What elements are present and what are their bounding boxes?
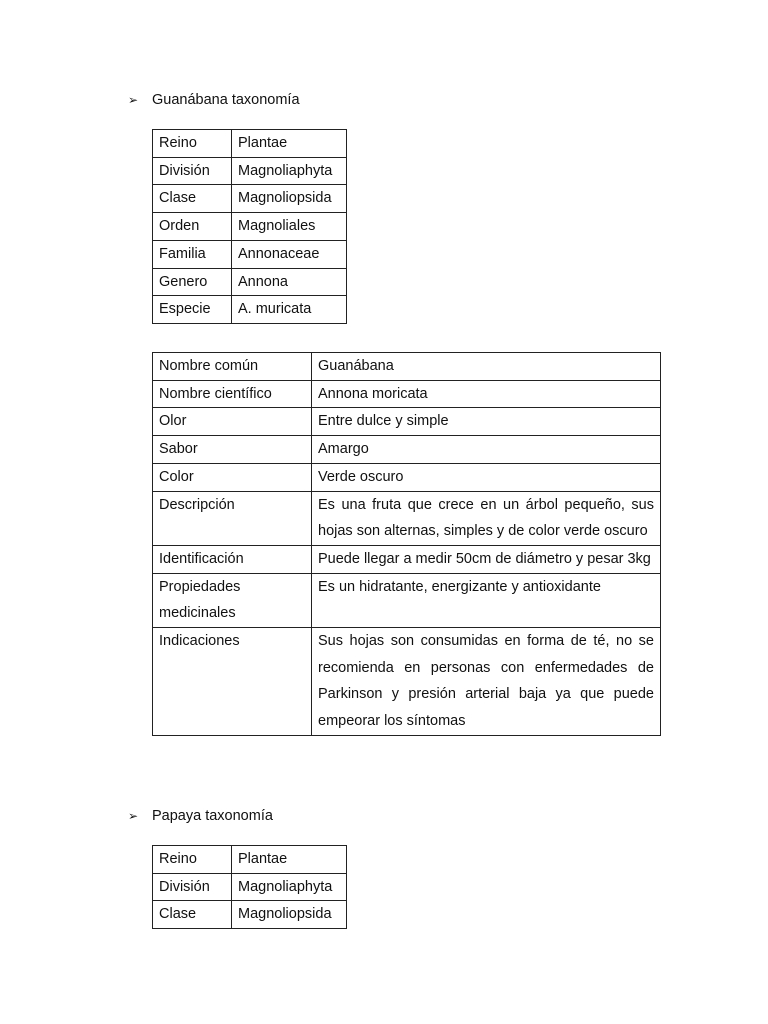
- taxonomy-rank: Genero: [153, 268, 232, 296]
- property-label: Propiedades medicinales: [153, 573, 312, 627]
- taxonomy-value: Annona: [232, 268, 347, 296]
- taxonomy-rank: División: [153, 873, 232, 901]
- property-label: Identificación: [153, 545, 312, 573]
- table-row: [153, 901, 347, 929]
- taxonomy-value: Annonaceae: [232, 240, 347, 268]
- table-row: [153, 296, 347, 324]
- property-value: Puede llegar a medir 50cm de diámetro y pesar 3kg: [312, 545, 661, 573]
- taxonomy-rank: Reino: [153, 130, 232, 158]
- papaya-taxonomy-table: [152, 845, 347, 929]
- table-row: [153, 130, 347, 158]
- table-row: [153, 268, 347, 296]
- table-row: [153, 157, 347, 185]
- taxonomy-rank: Orden: [153, 213, 232, 241]
- arrow-bullet-icon: ➢: [128, 809, 139, 823]
- guanabana-info-table: [152, 352, 661, 736]
- property-label: Descripción: [153, 491, 312, 545]
- taxonomy-rank: Reino: [153, 846, 232, 874]
- property-label: Color: [153, 463, 312, 491]
- table-row: [153, 436, 661, 464]
- property-value: Entre dulce y simple: [312, 408, 661, 436]
- property-label: Nombre científico: [153, 380, 312, 408]
- table-row: [153, 573, 661, 627]
- property-label: Indicaciones: [153, 628, 312, 736]
- table-row: [153, 380, 661, 408]
- property-value: Verde oscuro: [312, 463, 661, 491]
- table-row: [153, 353, 661, 381]
- table-row: [153, 240, 347, 268]
- taxonomy-rank: Familia: [153, 240, 232, 268]
- table-row: [153, 185, 347, 213]
- taxonomy-rank: Clase: [153, 901, 232, 929]
- taxonomy-rank: Especie: [153, 296, 232, 324]
- table-row: [153, 628, 661, 736]
- taxonomy-value: Magnoliopsida: [232, 185, 347, 213]
- property-label: Nombre común: [153, 353, 312, 381]
- taxonomy-value: Magnoliopsida: [232, 901, 347, 929]
- table-row: [153, 873, 347, 901]
- property-label: Olor: [153, 408, 312, 436]
- table-row: [153, 463, 661, 491]
- taxonomy-value: Magnoliales: [232, 213, 347, 241]
- taxonomy-value: Plantae: [232, 846, 347, 874]
- property-value: Amargo: [312, 436, 661, 464]
- taxonomy-rank: Clase: [153, 185, 232, 213]
- taxonomy-value: Magnoliaphyta: [232, 157, 347, 185]
- property-label: Sabor: [153, 436, 312, 464]
- taxonomy-rank: División: [153, 157, 232, 185]
- property-value: Annona moricata: [312, 380, 661, 408]
- property-value: Sus hojas son consumidas en forma de té, no se recomienda en personas con enfermedades de Parkinson y presión arterial baja ya que puede empeorar los síntomas: [312, 628, 661, 736]
- table-row: [153, 408, 661, 436]
- table-row: [153, 846, 347, 874]
- guanabana-taxonomy-table: [152, 129, 347, 324]
- section-heading-text: Papaya taxonomía: [152, 808, 273, 824]
- taxonomy-value: Magnoliaphyta: [232, 873, 347, 901]
- table-row: [153, 545, 661, 573]
- taxonomy-value: A. muricata: [232, 296, 347, 324]
- table-row: [153, 213, 347, 241]
- taxonomy-value: Plantae: [232, 130, 347, 158]
- arrow-bullet-icon: ➢: [128, 93, 139, 107]
- property-value: Es un hidratante, energizante y antioxidante: [312, 573, 661, 627]
- property-value: Guanábana: [312, 353, 661, 381]
- section-heading-guanabana: [128, 90, 300, 110]
- section-heading-papaya: [128, 806, 273, 826]
- table-row: [153, 491, 661, 545]
- property-value: Es una fruta que crece en un árbol pequeño, sus hojas son alternas, simples y de color verde oscuro: [312, 491, 661, 545]
- section-heading-text: Guanábana taxonomía: [152, 92, 300, 108]
